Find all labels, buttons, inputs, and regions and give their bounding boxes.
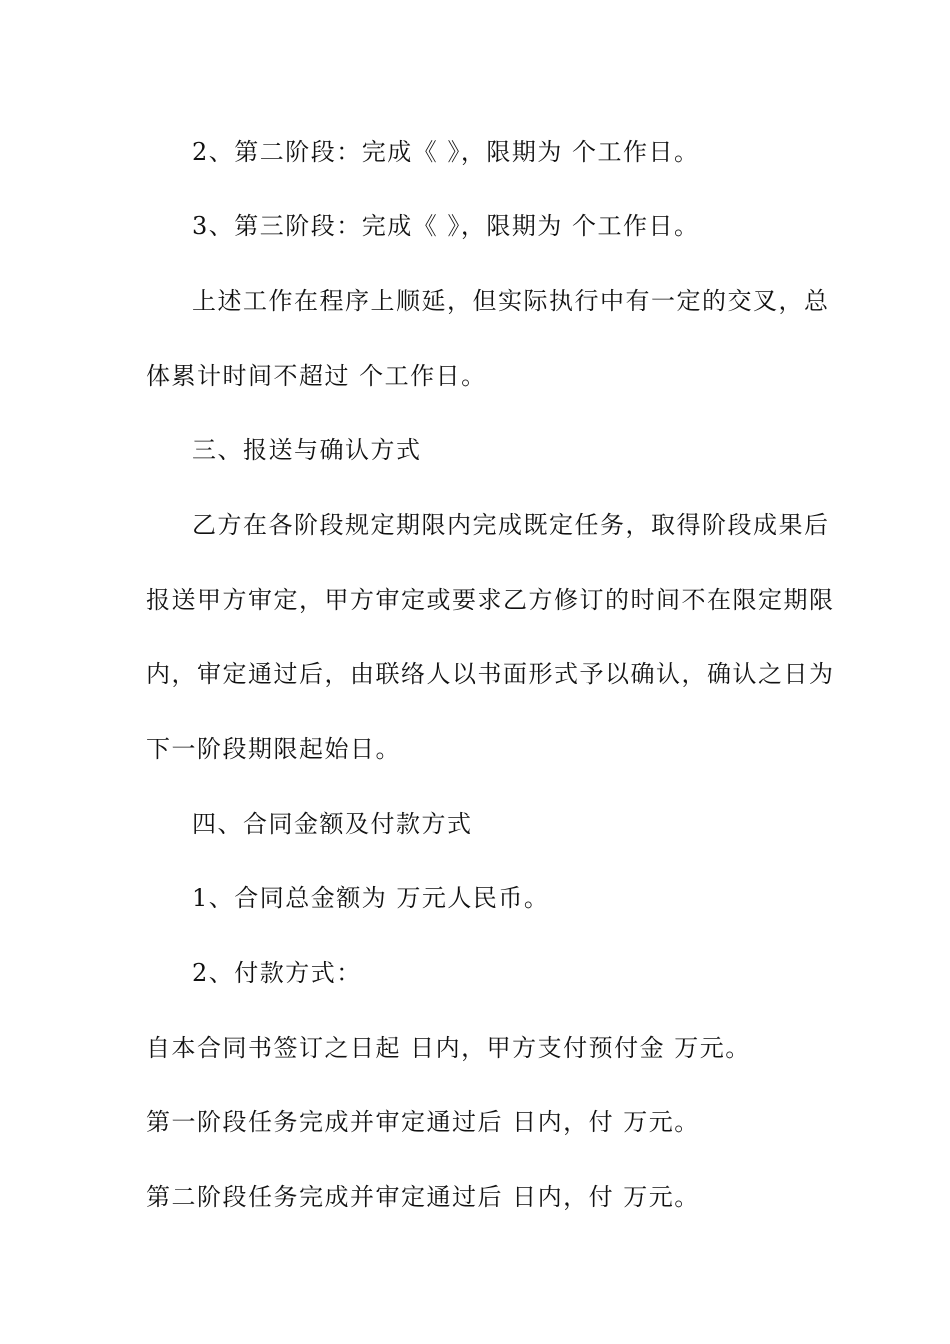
- submission-paragraph-line-3: 内，审定通过后，由联络人以书面形式予以确认，确认之日为: [146, 660, 835, 688]
- stage-two-payment-line: 第二阶段任务完成并审定通过后 日内，付 万元。: [146, 1183, 700, 1211]
- total-amount-line: 1、合同总金额为 万元人民币。: [192, 884, 550, 912]
- sequence-paragraph-line-1: 上述工作在程序上顺延，但实际执行中有一定的交叉，总: [192, 287, 830, 315]
- payment-method-line: 2、付款方式：: [192, 959, 362, 987]
- section-three-heading: 三、报送与确认方式: [192, 436, 422, 464]
- submission-paragraph-line-2: 报送甲方审定，甲方审定或要求乙方修订的时间不在限定期限: [146, 586, 835, 614]
- sequence-paragraph-line-2: 体累计时间不超过 个工作日。: [146, 362, 487, 390]
- stage-one-payment-line: 第一阶段任务完成并审定通过后 日内，付 万元。: [146, 1108, 700, 1136]
- submission-paragraph-line-1: 乙方在各阶段规定期限内完成既定任务，取得阶段成果后: [192, 511, 830, 539]
- prepayment-line: 自本合同书签订之日起 日内，甲方支付预付金 万元。: [146, 1034, 751, 1062]
- section-four-heading: 四、合同金额及付款方式: [192, 810, 473, 838]
- submission-paragraph-line-4: 下一阶段期限起始日。: [146, 735, 401, 763]
- stage-three-line: 3、第三阶段：完成《 》，限期为 个工作日。: [192, 212, 700, 240]
- stage-two-line: 2、第二阶段：完成《 》，限期为 个工作日。: [192, 138, 700, 166]
